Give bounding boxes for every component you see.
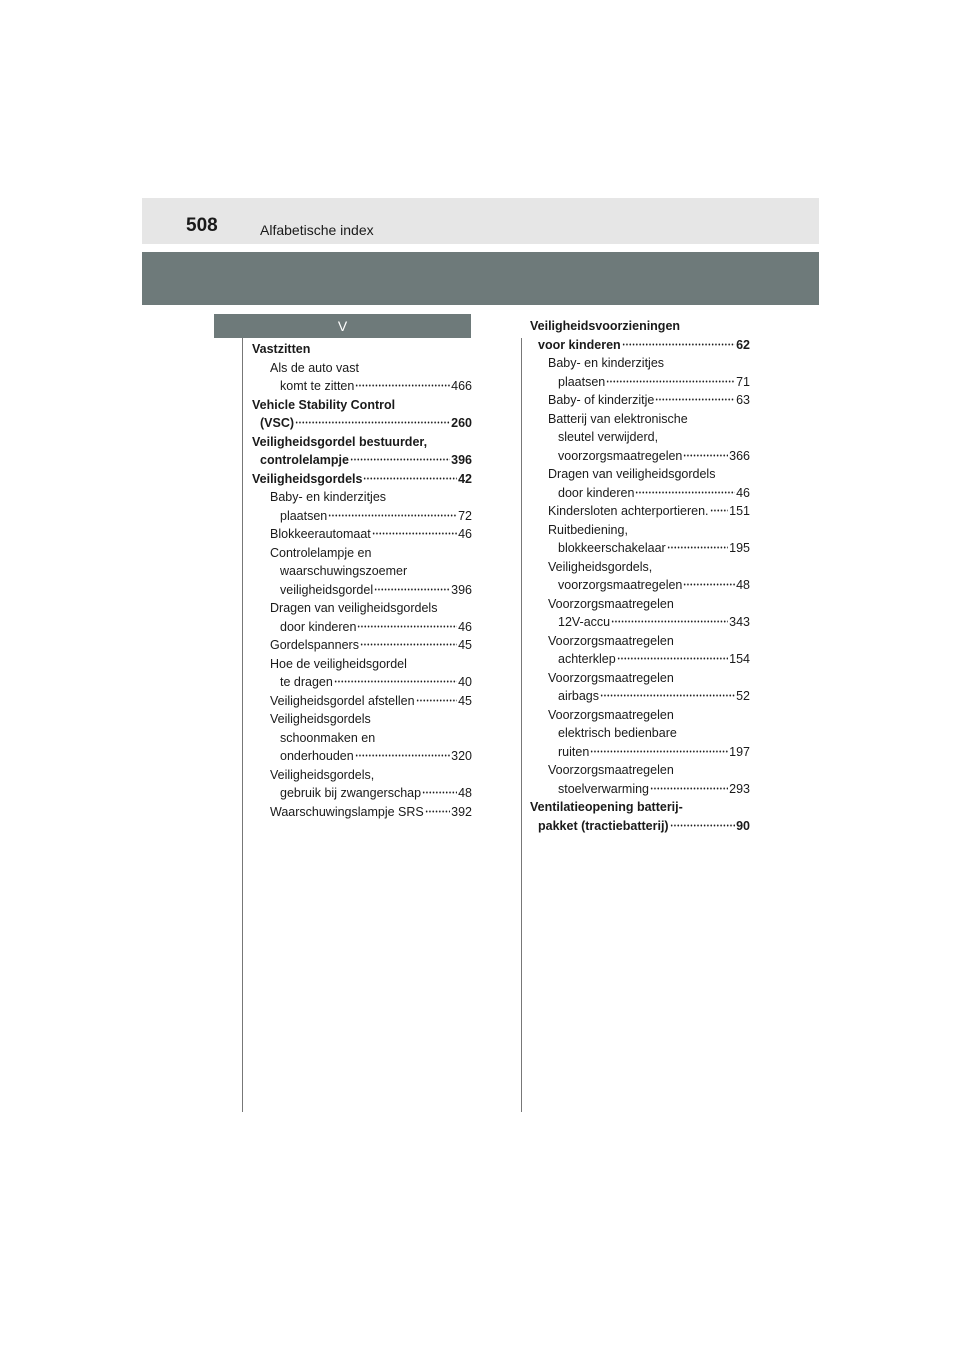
- index-entry-page: 90: [736, 818, 750, 833]
- index-entry-text: Ruitbediening,: [548, 522, 628, 537]
- index-entry-page: 62: [736, 337, 750, 352]
- index-entry: [252, 618, 472, 637]
- index-entry: [252, 803, 472, 822]
- index-entry-text: Veiligheidsgordels: [252, 471, 363, 486]
- index-entry-page: 366: [729, 448, 750, 463]
- index-entry: [252, 414, 472, 433]
- index-entry: [530, 761, 750, 780]
- column-divider-left: [242, 338, 243, 1112]
- index-entry: [530, 632, 750, 651]
- index-entry: [530, 447, 750, 466]
- index-entry: [530, 780, 750, 799]
- dot-leader: [350, 452, 450, 464]
- header-bar: [142, 198, 819, 244]
- index-entry: [530, 391, 750, 410]
- index-entry: [252, 525, 472, 544]
- index-entry-page: 151: [729, 504, 750, 518]
- dot-leader: [372, 526, 457, 538]
- index-entry-text: Batterij van elektronische: [548, 411, 688, 426]
- dot-leader: [363, 471, 457, 483]
- index-entry-text: Baby- en kinderzitjes: [548, 356, 665, 370]
- header-title: Alfabetische index: [260, 222, 374, 238]
- index-entry-text: Gordelspanners: [270, 638, 359, 652]
- index-entry-text: (VSC): [260, 416, 295, 430]
- dot-leader: [667, 540, 728, 552]
- index-entry-text: 12V-accu: [558, 615, 611, 629]
- index-entry-page: 72: [458, 508, 472, 523]
- index-entry-page: 396: [451, 453, 472, 467]
- index-entry-text: Voorzorgsmaatregelen: [548, 633, 674, 648]
- dot-leader: [295, 415, 450, 427]
- index-entry: [530, 595, 750, 614]
- index-entry-page: 195: [729, 541, 750, 555]
- index-entry: [530, 539, 750, 558]
- index-entry-page: 52: [736, 689, 750, 703]
- index-entry-text: Veiligheidsgordel afstellen: [270, 693, 415, 708]
- dot-leader: [374, 582, 450, 594]
- index-entry-page: 46: [458, 527, 472, 541]
- dot-leader: [416, 693, 458, 705]
- index-entry: [252, 599, 472, 618]
- index-entry: [530, 484, 750, 503]
- index-entry: [530, 373, 750, 392]
- index-entry: [530, 687, 750, 706]
- index-entry: [252, 747, 472, 766]
- index-entry-text: ruiten: [558, 744, 590, 759]
- index-entry: [252, 470, 472, 489]
- index-entry-text: Veiligheidsgordels: [270, 712, 371, 726]
- index-entry: [252, 507, 472, 526]
- dot-leader: [622, 337, 735, 349]
- header-band: [142, 252, 819, 305]
- index-entry: [530, 428, 750, 447]
- index-entry-text: blokkeerschakelaar: [558, 541, 666, 555]
- index-column-left: [252, 340, 472, 821]
- index-entry: [530, 798, 750, 817]
- index-entry: [530, 650, 750, 669]
- index-entry-text: veiligheidsgordel: [280, 582, 374, 597]
- index-entry: [252, 451, 472, 470]
- dot-leader: [611, 614, 728, 626]
- index-entry-text: Dragen van veiligheidsgordels: [270, 601, 438, 615]
- dot-leader: [635, 485, 735, 497]
- dot-leader: [355, 748, 450, 760]
- index-entry-text: plaatsen: [280, 508, 328, 523]
- index-entry: [530, 354, 750, 373]
- index-entry-text: gebruik bij zwangerschap: [280, 786, 422, 800]
- index-entry-page: 45: [458, 638, 472, 652]
- index-entry-text: Baby- of kinderzitje: [548, 393, 655, 407]
- dot-leader: [422, 785, 457, 797]
- index-entry-text: Als de auto vast: [270, 360, 359, 375]
- index-entry-text: schoonmaken en: [280, 730, 376, 745]
- index-entry-page: 42: [458, 471, 472, 486]
- index-entry-text: Veiligheidsvoorzieningen: [530, 319, 681, 333]
- index-entry: [252, 673, 472, 692]
- index-entry-page: 260: [451, 416, 472, 430]
- index-entry: [530, 336, 750, 355]
- dot-leader: [655, 392, 735, 404]
- index-entry: [530, 558, 750, 577]
- index-entry-page: 466: [451, 379, 472, 393]
- index-entry-text: plaatsen: [558, 374, 606, 389]
- index-entry-page: 48: [736, 578, 750, 592]
- index-column-right: [530, 317, 750, 835]
- index-entry: [252, 340, 472, 359]
- index-entry-page: 40: [458, 675, 472, 689]
- index-entry: [530, 317, 750, 336]
- index-entry: [252, 766, 472, 785]
- index-entry-text: Voorzorgsmaatregelen: [548, 596, 674, 611]
- dot-leader: [710, 503, 729, 515]
- index-entry: [252, 433, 472, 452]
- index-entry-text: achterklep: [558, 652, 616, 666]
- index-entry-page: 48: [458, 786, 472, 800]
- index-entry: [530, 576, 750, 595]
- index-entry-text: Blokkeerautomaat: [270, 527, 371, 541]
- index-entry-text: te dragen: [280, 675, 333, 689]
- index-entry-text: Vehicle Stability Control: [252, 397, 396, 412]
- dot-leader: [683, 448, 728, 460]
- index-entry-text: elektrisch bedienbare: [558, 726, 677, 740]
- index-entry: [252, 581, 472, 600]
- dot-leader: [683, 577, 735, 589]
- column-divider-right: [521, 338, 522, 1112]
- index-entry: [530, 706, 750, 725]
- index-entry-text: Hoe de veiligheidsgordel: [270, 656, 407, 671]
- index-entry-text: door kinderen: [558, 485, 635, 500]
- page-number: 508: [186, 215, 218, 236]
- index-entry: [530, 502, 750, 521]
- dot-leader: [355, 378, 450, 390]
- index-entry: [252, 692, 472, 711]
- index-entry: [252, 562, 472, 581]
- index-entry-text: Baby- en kinderzitjes: [270, 490, 387, 504]
- index-entry-text: voorzorgsmaatregelen: [558, 578, 683, 592]
- index-entry-text: Controlelampje en: [270, 545, 372, 560]
- index-entry: [252, 710, 472, 729]
- index-entry: [252, 359, 472, 378]
- index-entry-text: Kindersloten achterportieren.: [548, 504, 709, 518]
- dot-leader: [617, 651, 728, 663]
- index-entry: [252, 544, 472, 563]
- index-entry: [252, 396, 472, 415]
- index-entry-text: Dragen van veiligheidsgordels: [548, 467, 716, 481]
- index-entry-text: Vastzitten: [252, 342, 311, 356]
- index-entry-page: 154: [729, 652, 750, 666]
- index-entry-text: Voorzorgsmaatregelen: [548, 763, 674, 777]
- index-entry-page: 320: [451, 749, 472, 763]
- index-entry-text: door kinderen: [280, 619, 357, 634]
- index-entry-page: 45: [458, 693, 472, 708]
- index-entry-text: Veiligheidsgordels,: [270, 767, 375, 782]
- index-entry: [252, 655, 472, 674]
- index-entry-text: controlelampje: [260, 453, 349, 467]
- index-entry-text: Ventilatieopening batterij-: [530, 800, 683, 814]
- dot-leader: [606, 374, 735, 386]
- dot-leader: [334, 674, 457, 686]
- index-entry-text: pakket (tractiebatterij): [538, 818, 669, 833]
- index-entry-page: 293: [729, 781, 750, 796]
- index-entry-page: 46: [736, 485, 750, 500]
- dot-leader: [650, 781, 728, 793]
- index-entry-text: sleutel verwijderd,: [558, 430, 659, 444]
- dot-leader: [425, 804, 450, 816]
- index-entry-text: Waarschuwingslampje SRS: [270, 804, 424, 819]
- dot-leader: [360, 637, 457, 649]
- index-entry: [530, 724, 750, 743]
- index-entry: [252, 636, 472, 655]
- dot-leader: [328, 508, 457, 520]
- dot-leader: [590, 744, 728, 756]
- section-letter: V: [214, 314, 471, 338]
- index-entry: [252, 729, 472, 748]
- index-entry-text: Voorzorgsmaatregelen: [548, 670, 674, 685]
- index-entry-text: voor kinderen: [538, 337, 621, 352]
- index-entry-text: voorzorgsmaatregelen: [558, 448, 683, 463]
- index-entry: [530, 410, 750, 429]
- index-entry-text: onderhouden: [280, 749, 354, 763]
- index-entry-text: Veiligheidsgordels,: [548, 559, 653, 574]
- index-entry-text: stoelverwarming: [558, 781, 650, 796]
- index-entry: [530, 817, 750, 836]
- dot-leader: [670, 818, 735, 830]
- dot-leader: [600, 688, 735, 700]
- index-entry-page: 396: [451, 582, 472, 597]
- index-entry: [252, 784, 472, 803]
- index-entry: [530, 613, 750, 632]
- index-entry-text: airbags: [558, 689, 599, 703]
- index-entry-page: 63: [736, 393, 750, 407]
- index-entry: [252, 488, 472, 507]
- dot-leader: [357, 619, 457, 631]
- index-entry-page: 392: [451, 804, 472, 819]
- index-entry-text: waarschuwingszoemer: [280, 564, 408, 578]
- index-entry: [530, 465, 750, 484]
- index-entry-page: 71: [736, 374, 750, 389]
- index-entry-page: 46: [458, 619, 472, 634]
- index-entry: [252, 377, 472, 396]
- index-entry-page: 343: [729, 615, 750, 629]
- index-entry: [530, 743, 750, 762]
- index-entry-page: 197: [729, 744, 750, 759]
- index-entry: [530, 669, 750, 688]
- index-entry: [530, 521, 750, 540]
- index-entry-text: Voorzorgsmaatregelen: [548, 707, 674, 722]
- index-entry-text: komt te zitten: [280, 379, 355, 393]
- index-entry-text: Veiligheidsgordel bestuurder,: [252, 434, 428, 449]
